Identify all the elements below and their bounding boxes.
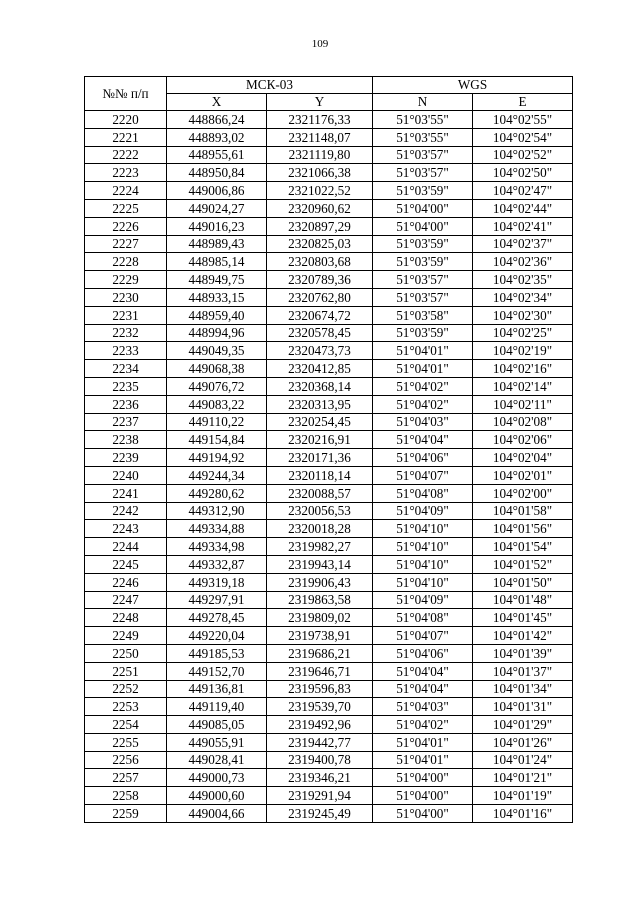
- cell-n: 51°04'01": [373, 733, 473, 751]
- cell-x: 449334,88: [167, 520, 267, 538]
- cell-e: 104°02'08": [473, 413, 573, 431]
- cell-point-number: 2231: [85, 306, 167, 324]
- cell-e: 104°01'19": [473, 787, 573, 805]
- cell-point-number: 2256: [85, 751, 167, 769]
- cell-y: 2320578,45: [267, 324, 373, 342]
- cell-point-number: 2230: [85, 288, 167, 306]
- cell-point-number: 2234: [85, 360, 167, 378]
- table-row: [85, 164, 573, 182]
- cell-x: 448866,24: [167, 111, 267, 129]
- cell-e: 104°02'01": [473, 466, 573, 484]
- table-row: [85, 520, 573, 538]
- cell-y: 2320960,62: [267, 199, 373, 217]
- cell-x: 449076,72: [167, 377, 267, 395]
- cell-point-number: 2243: [85, 520, 167, 538]
- cell-x: 449136,81: [167, 680, 267, 698]
- cell-y: 2320762,80: [267, 288, 373, 306]
- cell-y: 2319906,43: [267, 573, 373, 591]
- table-row: [85, 502, 573, 520]
- cell-x: 449244,34: [167, 466, 267, 484]
- cell-n: 51°03'57": [373, 288, 473, 306]
- cell-point-number: 2228: [85, 253, 167, 271]
- cell-x: 449028,41: [167, 751, 267, 769]
- table-row: [85, 662, 573, 680]
- cell-point-number: 2233: [85, 342, 167, 360]
- cell-n: 51°03'55": [373, 128, 473, 146]
- cell-point-number: 2238: [85, 431, 167, 449]
- cell-y: 2321119,80: [267, 146, 373, 164]
- table-row: [85, 217, 573, 235]
- cell-y: 2321022,52: [267, 182, 373, 200]
- cell-n: 51°04'06": [373, 449, 473, 467]
- cell-y: 2319943,14: [267, 555, 373, 573]
- cell-e: 104°02'34": [473, 288, 573, 306]
- cell-e: 104°01'26": [473, 733, 573, 751]
- cell-y: 2319539,70: [267, 698, 373, 716]
- cell-e: 104°01'54": [473, 538, 573, 556]
- cell-y: 2319686,21: [267, 644, 373, 662]
- cell-n: 51°04'10": [373, 555, 473, 573]
- cell-x: 449152,70: [167, 662, 267, 680]
- cell-e: 104°02'35": [473, 271, 573, 289]
- table-row: [85, 716, 573, 734]
- cell-e: 104°01'31": [473, 698, 573, 716]
- cell-n: 51°04'03": [373, 698, 473, 716]
- cell-n: 51°04'01": [373, 360, 473, 378]
- cell-point-number: 2229: [85, 271, 167, 289]
- cell-n: 51°04'04": [373, 431, 473, 449]
- cell-point-number: 2244: [85, 538, 167, 556]
- cell-point-number: 2221: [85, 128, 167, 146]
- cell-n: 51°04'10": [373, 520, 473, 538]
- table-row: [85, 466, 573, 484]
- cell-e: 104°02'19": [473, 342, 573, 360]
- cell-y: 2319400,78: [267, 751, 373, 769]
- cell-x: 449006,86: [167, 182, 267, 200]
- cell-e: 104°01'58": [473, 502, 573, 520]
- cell-n: 51°03'59": [373, 253, 473, 271]
- cell-x: 449110,22: [167, 413, 267, 431]
- cell-x: 449319,18: [167, 573, 267, 591]
- table-row: [85, 377, 573, 395]
- cell-point-number: 2222: [85, 146, 167, 164]
- cell-x: 449278,45: [167, 609, 267, 627]
- cell-x: 449280,62: [167, 484, 267, 502]
- cell-x: 449194,92: [167, 449, 267, 467]
- cell-x: 448985,14: [167, 253, 267, 271]
- table-header: [85, 77, 573, 111]
- cell-y: 2319291,94: [267, 787, 373, 805]
- cell-n: 51°04'04": [373, 662, 473, 680]
- cell-x: 449312,90: [167, 502, 267, 520]
- cell-e: 104°02'06": [473, 431, 573, 449]
- cell-e: 104°02'47": [473, 182, 573, 200]
- cell-n: 51°04'09": [373, 502, 473, 520]
- cell-y: 2321148,07: [267, 128, 373, 146]
- cell-x: 449185,53: [167, 644, 267, 662]
- cell-point-number: 2241: [85, 484, 167, 502]
- cell-x: 449297,91: [167, 591, 267, 609]
- table-body: [85, 111, 573, 823]
- cell-y: 2320674,72: [267, 306, 373, 324]
- table-row: [85, 431, 573, 449]
- cell-e: 104°01'52": [473, 555, 573, 573]
- cell-e: 104°01'39": [473, 644, 573, 662]
- cell-point-number: 2240: [85, 466, 167, 484]
- table-row: [85, 538, 573, 556]
- table-row: [85, 306, 573, 324]
- cell-point-number: 2249: [85, 627, 167, 645]
- cell-n: 51°04'01": [373, 751, 473, 769]
- cell-y: 2319738,91: [267, 627, 373, 645]
- cell-x: 449220,04: [167, 627, 267, 645]
- cell-x: 449016,23: [167, 217, 267, 235]
- cell-n: 51°04'01": [373, 342, 473, 360]
- cell-n: 51°04'00": [373, 217, 473, 235]
- cell-y: 2320056,53: [267, 502, 373, 520]
- cell-e: 104°01'45": [473, 609, 573, 627]
- header-point-number: №№ п/п: [85, 77, 167, 111]
- header-y: Y: [267, 94, 373, 111]
- page-number: 109: [311, 38, 329, 50]
- cell-e: 104°01'56": [473, 520, 573, 538]
- cell-x: 449083,22: [167, 395, 267, 413]
- header-x: X: [167, 94, 267, 111]
- cell-x: 449024,27: [167, 199, 267, 217]
- cell-n: 51°04'02": [373, 377, 473, 395]
- cell-e: 104°01'21": [473, 769, 573, 787]
- table-row: [85, 324, 573, 342]
- table-row: [85, 342, 573, 360]
- cell-n: 51°03'55": [373, 111, 473, 129]
- cell-e: 104°01'24": [473, 751, 573, 769]
- cell-n: 51°04'02": [373, 716, 473, 734]
- header-e: E: [473, 94, 573, 111]
- cell-e: 104°01'48": [473, 591, 573, 609]
- cell-point-number: 2247: [85, 591, 167, 609]
- cell-point-number: 2224: [85, 182, 167, 200]
- cell-x: 448949,75: [167, 271, 267, 289]
- cell-y: 2320313,95: [267, 395, 373, 413]
- cell-n: 51°04'04": [373, 680, 473, 698]
- cell-x: 449154,84: [167, 431, 267, 449]
- cell-point-number: 2254: [85, 716, 167, 734]
- cell-n: 51°03'59": [373, 235, 473, 253]
- cell-y: 2319245,49: [267, 805, 373, 823]
- cell-point-number: 2246: [85, 573, 167, 591]
- cell-point-number: 2258: [85, 787, 167, 805]
- cell-x: 449068,38: [167, 360, 267, 378]
- table-row: [85, 182, 573, 200]
- cell-n: 51°04'02": [373, 395, 473, 413]
- cell-y: 2320803,68: [267, 253, 373, 271]
- cell-n: 51°04'07": [373, 627, 473, 645]
- table-row: [85, 698, 573, 716]
- cell-e: 104°01'42": [473, 627, 573, 645]
- cell-e: 104°02'50": [473, 164, 573, 182]
- cell-y: 2320018,28: [267, 520, 373, 538]
- cell-n: 51°04'07": [373, 466, 473, 484]
- cell-e: 104°02'54": [473, 128, 573, 146]
- cell-y: 2319346,21: [267, 769, 373, 787]
- cell-x: 448893,02: [167, 128, 267, 146]
- cell-y: 2321066,38: [267, 164, 373, 182]
- cell-x: 448950,84: [167, 164, 267, 182]
- cell-point-number: 2257: [85, 769, 167, 787]
- cell-point-number: 2225: [85, 199, 167, 217]
- table-row: [85, 627, 573, 645]
- table-row: [85, 591, 573, 609]
- cell-n: 51°04'03": [373, 413, 473, 431]
- cell-n: 51°03'58": [373, 306, 473, 324]
- table-row: [85, 395, 573, 413]
- coordinates-table: [84, 76, 573, 823]
- cell-point-number: 2237: [85, 413, 167, 431]
- cell-e: 104°01'29": [473, 716, 573, 734]
- cell-y: 2319646,71: [267, 662, 373, 680]
- cell-x: 448933,15: [167, 288, 267, 306]
- cell-y: 2320254,45: [267, 413, 373, 431]
- cell-n: 51°04'08": [373, 484, 473, 502]
- cell-point-number: 2253: [85, 698, 167, 716]
- cell-e: 104°02'00": [473, 484, 573, 502]
- cell-x: 449119,40: [167, 698, 267, 716]
- cell-e: 104°02'36": [473, 253, 573, 271]
- table-row: [85, 555, 573, 573]
- cell-n: 51°03'57": [373, 146, 473, 164]
- table-row: [85, 128, 573, 146]
- cell-n: 51°04'06": [373, 644, 473, 662]
- cell-e: 104°02'41": [473, 217, 573, 235]
- cell-x: 449049,35: [167, 342, 267, 360]
- table-row: [85, 253, 573, 271]
- cell-y: 2319982,27: [267, 538, 373, 556]
- cell-e: 104°02'52": [473, 146, 573, 164]
- cell-point-number: 2252: [85, 680, 167, 698]
- cell-n: 51°03'59": [373, 324, 473, 342]
- cell-e: 104°01'34": [473, 680, 573, 698]
- table-row: [85, 609, 573, 627]
- cell-n: 51°03'57": [373, 164, 473, 182]
- cell-x: 449000,73: [167, 769, 267, 787]
- cell-y: 2320789,36: [267, 271, 373, 289]
- cell-y: 2320897,29: [267, 217, 373, 235]
- cell-e: 104°01'50": [473, 573, 573, 591]
- header-group-wgs: WGS: [373, 77, 573, 94]
- cell-e: 104°02'37": [473, 235, 573, 253]
- cell-y: 2320171,36: [267, 449, 373, 467]
- cell-y: 2320368,14: [267, 377, 373, 395]
- cell-x: 448994,96: [167, 324, 267, 342]
- cell-y: 2319809,02: [267, 609, 373, 627]
- cell-y: 2319442,77: [267, 733, 373, 751]
- cell-e: 104°02'11": [473, 395, 573, 413]
- table-row: [85, 644, 573, 662]
- cell-point-number: 2248: [85, 609, 167, 627]
- cell-x: 449334,98: [167, 538, 267, 556]
- table-row: [85, 146, 573, 164]
- cell-x: 448955,61: [167, 146, 267, 164]
- table-row: [85, 769, 573, 787]
- table-row: [85, 573, 573, 591]
- table-row: [85, 733, 573, 751]
- cell-e: 104°02'55": [473, 111, 573, 129]
- cell-y: 2320825,03: [267, 235, 373, 253]
- cell-x: 448989,43: [167, 235, 267, 253]
- cell-e: 104°02'14": [473, 377, 573, 395]
- cell-point-number: 2259: [85, 805, 167, 823]
- cell-y: 2320412,85: [267, 360, 373, 378]
- cell-point-number: 2242: [85, 502, 167, 520]
- cell-point-number: 2220: [85, 111, 167, 129]
- table-row: [85, 449, 573, 467]
- cell-e: 104°02'30": [473, 306, 573, 324]
- cell-e: 104°02'16": [473, 360, 573, 378]
- cell-point-number: 2251: [85, 662, 167, 680]
- cell-point-number: 2245: [85, 555, 167, 573]
- table-row: [85, 680, 573, 698]
- cell-point-number: 2255: [85, 733, 167, 751]
- header-group-msk03: МСК-03: [167, 77, 373, 94]
- cell-point-number: 2226: [85, 217, 167, 235]
- cell-n: 51°04'00": [373, 769, 473, 787]
- table-row: [85, 111, 573, 129]
- cell-point-number: 2227: [85, 235, 167, 253]
- cell-point-number: 2239: [85, 449, 167, 467]
- cell-e: 104°02'04": [473, 449, 573, 467]
- cell-y: 2321176,33: [267, 111, 373, 129]
- table-row: [85, 360, 573, 378]
- table-row: [85, 787, 573, 805]
- cell-n: 51°04'00": [373, 787, 473, 805]
- table-row: [85, 484, 573, 502]
- table-row: [85, 413, 573, 431]
- table-row: [85, 751, 573, 769]
- cell-e: 104°02'25": [473, 324, 573, 342]
- cell-x: 449004,66: [167, 805, 267, 823]
- cell-point-number: 2235: [85, 377, 167, 395]
- cell-e: 104°01'16": [473, 805, 573, 823]
- table-row: [85, 235, 573, 253]
- cell-x: 449000,60: [167, 787, 267, 805]
- cell-n: 51°03'57": [373, 271, 473, 289]
- cell-point-number: 2250: [85, 644, 167, 662]
- cell-y: 2319492,96: [267, 716, 373, 734]
- cell-y: 2320118,14: [267, 466, 373, 484]
- cell-n: 51°03'59": [373, 182, 473, 200]
- cell-n: 51°04'00": [373, 199, 473, 217]
- cell-n: 51°04'00": [373, 805, 473, 823]
- cell-e: 104°01'37": [473, 662, 573, 680]
- cell-n: 51°04'10": [373, 538, 473, 556]
- cell-y: 2320216,91: [267, 431, 373, 449]
- cell-y: 2319596,83: [267, 680, 373, 698]
- cell-n: 51°04'10": [373, 573, 473, 591]
- cell-x: 449332,87: [167, 555, 267, 573]
- cell-x: 449055,91: [167, 733, 267, 751]
- cell-point-number: 2236: [85, 395, 167, 413]
- header-row-groups: [85, 77, 573, 94]
- cell-y: 2319863,58: [267, 591, 373, 609]
- header-n: N: [373, 94, 473, 111]
- cell-point-number: 2232: [85, 324, 167, 342]
- cell-e: 104°02'44": [473, 199, 573, 217]
- cell-n: 51°04'08": [373, 609, 473, 627]
- cell-point-number: 2223: [85, 164, 167, 182]
- table-row: [85, 199, 573, 217]
- table-row: [85, 805, 573, 823]
- cell-y: 2320088,57: [267, 484, 373, 502]
- table-row: [85, 288, 573, 306]
- cell-x: 448959,40: [167, 306, 267, 324]
- table-row: [85, 271, 573, 289]
- cell-y: 2320473,73: [267, 342, 373, 360]
- cell-x: 449085,05: [167, 716, 267, 734]
- cell-n: 51°04'09": [373, 591, 473, 609]
